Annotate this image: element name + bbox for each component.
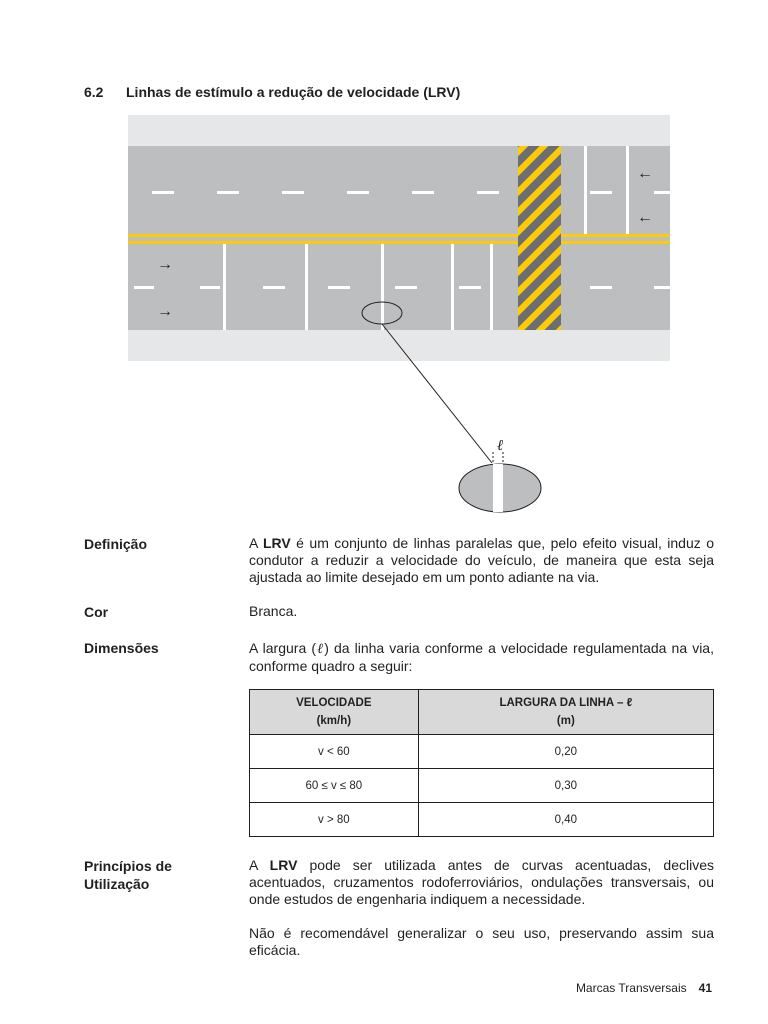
speed-width-table — [249, 689, 714, 837]
table-row — [250, 769, 714, 803]
page-footer — [576, 981, 712, 995]
arrow-right-icon: → — [157, 256, 173, 273]
detail-symbol: ℓ — [496, 438, 504, 454]
sidewalk-top — [128, 115, 670, 146]
arrow-right-icon: → — [157, 303, 173, 320]
definition-label: Definição — [84, 536, 148, 552]
dimensions-text: A largura (ℓ) da linha varia conforme a velocidade regulamentada na via, conforme quadro a seguir: — [249, 640, 714, 674]
principles-text-2: Não é recomendável generalizar o seu uso, preservando assim sua eficácia. — [249, 925, 714, 958]
table-row — [250, 803, 714, 837]
page-number: 41 — [698, 981, 712, 995]
color-value: Branca. — [249, 603, 298, 619]
center-line-top — [128, 234, 670, 237]
principles-text-1: A LRV pode ser utilizada antes de curvas acentuadas, declives acentuados, cruzamentos rodoferroviários, ondulações transversais, ou onde estudos de engenharia indiquem a necessidade. — [249, 857, 714, 907]
dimensions-label: Dimensões — [84, 640, 159, 656]
center-line-bottom — [128, 241, 670, 244]
color-label: Cor — [84, 604, 109, 620]
header-width: LARGURA DA LINHA – ℓ (m) — [418, 690, 713, 735]
principles-label: Princípios de Utilização — [84, 858, 172, 892]
speed-cell: v < 60 — [250, 735, 419, 769]
roadway — [128, 146, 670, 330]
table-row — [250, 735, 714, 769]
arrow-left-icon: ← — [637, 209, 653, 226]
arrow-left-icon: ← — [637, 165, 653, 182]
section-heading: Linhas de estímulo a redução de velocidade (LRV) — [126, 84, 461, 100]
width-cell: 0,40 — [418, 803, 713, 837]
detail-line — [493, 464, 503, 512]
definition-text: A LRV é um conjunto de linhas paralelas que, pelo efeito visual, induz o condutor a reduzir a velocidade do veículo, de maneira que esta seja ajustada ao limite desejado em um ponto adiante na via. — [249, 535, 714, 585]
speed-cell: v > 80 — [250, 803, 419, 837]
width-cell: 0,30 — [418, 769, 713, 803]
header-speed: VELOCIDADE (km/h) — [250, 690, 419, 735]
width-cell: 0,20 — [418, 735, 713, 769]
section-number: 6.2 — [84, 84, 104, 100]
footer-section: Marcas Transversais — [575, 981, 687, 995]
speed-cell: 60 ≤ v ≤ 80 — [250, 769, 419, 803]
